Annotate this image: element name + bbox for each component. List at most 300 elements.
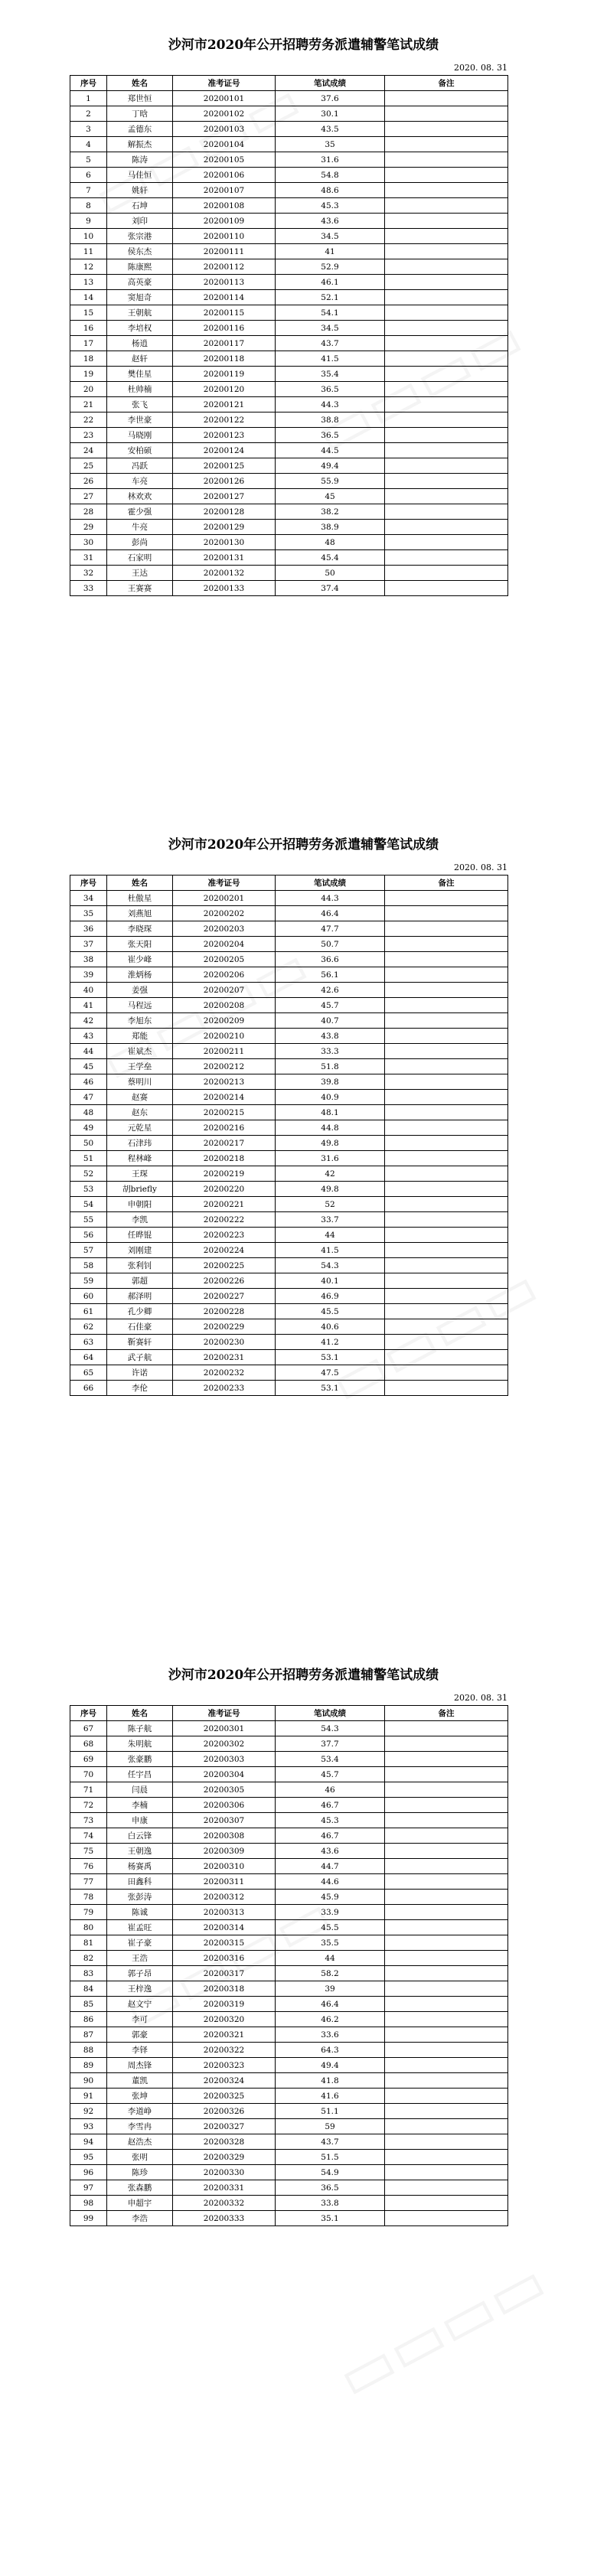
cell-score: 47.5 [276,1365,385,1381]
cell-index: 62 [70,1319,107,1335]
cell-remark [385,1905,508,1920]
cell-name: 牛亮 [107,520,173,535]
cell-exam-id: 20200229 [173,1319,276,1335]
table-row [70,1350,508,1365]
cell-remark [385,122,508,137]
cell-name: 郭豪 [107,2027,173,2043]
cell-remark [385,2043,508,2058]
cell-index: 43 [70,1029,107,1044]
header-score: 笔试成绩 [276,1706,385,1721]
cell-name: 张坤 [107,2089,173,2104]
cell-index: 86 [70,2012,107,2027]
header-remark: 备注 [385,1706,508,1721]
cell-remark [385,275,508,290]
cell-exam-id: 20200209 [173,1013,276,1029]
cell-name: 张森鹏 [107,2180,173,2196]
table-header-row [70,876,508,891]
cell-exam-id: 20200302 [173,1736,276,1752]
table-row [70,1029,508,1044]
cell-score: 46 [276,1782,385,1798]
cell-exam-id: 20200212 [173,1059,276,1074]
cell-score: 56.1 [276,967,385,983]
table-row [70,2073,508,2089]
cell-exam-id: 20200101 [173,91,276,106]
cell-name: 朱明航 [107,1736,173,1752]
cell-index: 93 [70,2119,107,2134]
cell-name: 崔少峰 [107,952,173,967]
cell-score: 44.3 [276,891,385,906]
cell-exam-id: 20200318 [173,1981,276,1997]
cell-score: 49.8 [276,1136,385,1151]
cell-index: 79 [70,1905,107,1920]
table-row [70,1951,508,1966]
cell-remark [385,1304,508,1319]
cell-exam-id: 20200222 [173,1212,276,1228]
cell-remark [385,1381,508,1396]
cell-exam-id: 20200225 [173,1258,276,1273]
cell-exam-id: 20200218 [173,1151,276,1166]
cell-remark [385,520,508,535]
cell-index: 31 [70,550,107,566]
cell-index: 24 [70,443,107,458]
cell-index: 65 [70,1365,107,1381]
table-row [70,2043,508,2058]
cell-remark [385,1981,508,1997]
cell-score: 45.4 [276,550,385,566]
cell-name: 樊佳星 [107,367,173,382]
table-row [70,566,508,581]
cell-name: 石佳豪 [107,1319,173,1335]
cell-name: 杨赛禹 [107,1859,173,1874]
cell-score: 37.4 [276,581,385,596]
table-row [70,535,508,550]
cell-exam-id: 20200202 [173,906,276,921]
watermark [326,2247,558,2414]
table-row [70,1874,508,1890]
cell-remark [385,229,508,244]
cell-name: 靳赛轩 [107,1335,173,1350]
cell-index: 97 [70,2180,107,2196]
cell-remark [385,259,508,275]
cell-index: 64 [70,1350,107,1365]
table-row [70,1335,508,1350]
cell-name: 李雪冉 [107,2119,173,2134]
cell-exam-id: 20200312 [173,1890,276,1905]
cell-name: 丁晗 [107,106,173,122]
cell-name: 郑能 [107,1029,173,1044]
cell-index: 36 [70,921,107,937]
cell-exam-id: 20200332 [173,2196,276,2211]
cell-exam-id: 20200314 [173,1920,276,1935]
table-row [70,1304,508,1319]
table-row [70,1120,508,1136]
cell-index: 75 [70,1844,107,1859]
cell-remark [385,1013,508,1029]
cell-exam-id: 20200205 [173,952,276,967]
table-row [70,1721,508,1736]
page-title: 沙河市2020年公开招聘劳务派遣辅警笔试成绩 [168,37,439,53]
table-row [70,1981,508,1997]
cell-remark [385,198,508,214]
cell-name: 陈康熙 [107,259,173,275]
cell-index: 47 [70,1090,107,1105]
cell-exam-id: 20200111 [173,244,276,259]
cell-exam-id: 20200103 [173,122,276,137]
cell-index: 37 [70,937,107,952]
cell-index: 10 [70,229,107,244]
cell-remark [385,91,508,106]
cell-remark [385,1289,508,1304]
cell-index: 30 [70,535,107,550]
table-row [70,336,508,351]
cell-name: 李旭东 [107,1013,173,1029]
cell-index: 5 [70,152,107,168]
cell-index: 63 [70,1335,107,1350]
cell-remark [385,1874,508,1890]
cell-name: 赵东 [107,1105,173,1120]
table-row [70,1013,508,1029]
cell-remark [385,458,508,474]
cell-index: 17 [70,336,107,351]
score-table [70,75,508,596]
cell-exam-id: 20200321 [173,2027,276,2043]
cell-index: 35 [70,906,107,921]
cell-score: 49.8 [276,1182,385,1197]
cell-index: 39 [70,967,107,983]
cell-score: 38.9 [276,520,385,535]
cell-index: 60 [70,1289,107,1304]
cell-name: 李楠 [107,1798,173,1813]
cell-name: 窦旭奇 [107,290,173,305]
cell-name: 郭子昂 [107,1966,173,1981]
cell-exam-id: 20200322 [173,2043,276,2058]
table-row [70,1044,508,1059]
cell-name: 陈涛 [107,152,173,168]
cell-score: 52.9 [276,259,385,275]
cell-name: 崔子豪 [107,1935,173,1951]
cell-remark [385,428,508,443]
cell-score: 48.1 [276,1105,385,1120]
cell-exam-id: 20200126 [173,474,276,489]
cell-index: 49 [70,1120,107,1136]
table-row [70,2150,508,2165]
cell-remark [385,1997,508,2012]
cell-remark [385,1074,508,1090]
table-row [70,1289,508,1304]
cell-index: 34 [70,891,107,906]
table-row [70,1966,508,1981]
cell-score: 35 [276,137,385,152]
table-row [70,2104,508,2119]
cell-name: 张利钊 [107,1258,173,1273]
cell-exam-id: 20200329 [173,2150,276,2165]
cell-score: 64.3 [276,2043,385,2058]
cell-remark [385,305,508,321]
cell-name: 石津玮 [107,1136,173,1151]
page-title: 沙河市2020年公开招聘劳务派遣辅警笔试成绩 [168,837,439,853]
cell-name: 任宇昌 [107,1767,173,1782]
cell-score: 49.4 [276,2058,385,2073]
cell-remark [385,2012,508,2027]
cell-name: 申康 [107,1813,173,1828]
cell-index: 66 [70,1381,107,1396]
cell-name: 侯东杰 [107,244,173,259]
cell-index: 98 [70,2196,107,2211]
cell-score: 55.9 [276,474,385,489]
cell-remark [385,214,508,229]
cell-remark [385,1105,508,1120]
cell-exam-id: 20200124 [173,443,276,458]
cell-index: 28 [70,504,107,520]
table-row [70,2119,508,2134]
cell-score: 41.8 [276,2073,385,2089]
cell-index: 70 [70,1767,107,1782]
cell-name: 李培权 [107,321,173,336]
table-row [70,1365,508,1381]
table-row [70,91,508,106]
cell-score: 48 [276,535,385,550]
cell-score: 37.6 [276,91,385,106]
cell-remark [385,983,508,998]
cell-remark [385,106,508,122]
cell-score: 44 [276,1228,385,1243]
cell-remark [385,367,508,382]
cell-name: 元乾星 [107,1120,173,1136]
cell-index: 46 [70,1074,107,1090]
cell-index: 85 [70,1997,107,2012]
cell-name: 郭超 [107,1273,173,1289]
cell-score: 40.1 [276,1273,385,1289]
cell-remark [385,1228,508,1243]
cell-exam-id: 20200214 [173,1090,276,1105]
header-index: 序号 [70,1706,107,1721]
cell-remark [385,550,508,566]
cell-index: 26 [70,474,107,489]
cell-score: 35.1 [276,2211,385,2226]
cell-score: 53.1 [276,1381,385,1396]
cell-score: 46.9 [276,1289,385,1304]
table-row [70,1752,508,1767]
cell-name: 蔡明川 [107,1074,173,1090]
cell-exam-id: 20200104 [173,137,276,152]
table-row [70,2180,508,2196]
table-row [70,520,508,535]
header-index: 序号 [70,876,107,891]
header-name: 姓名 [107,1706,173,1721]
cell-name: 李道峥 [107,2104,173,2119]
cell-remark [385,1151,508,1166]
cell-exam-id: 20200313 [173,1905,276,1920]
cell-remark [385,1243,508,1258]
table-row [70,952,508,967]
cell-score: 45.7 [276,1767,385,1782]
cell-remark [385,921,508,937]
table-row [70,1319,508,1335]
cell-score: 48.6 [276,183,385,198]
cell-index: 45 [70,1059,107,1074]
table-row [70,259,508,275]
cell-name: 杜傲星 [107,891,173,906]
cell-remark [385,489,508,504]
table-row [70,152,508,168]
cell-name: 杨逍 [107,336,173,351]
cell-score: 45.3 [276,1813,385,1828]
cell-index: 9 [70,214,107,229]
cell-score: 43.8 [276,1029,385,1044]
cell-score: 50.7 [276,937,385,952]
cell-exam-id: 20200114 [173,290,276,305]
cell-name: 石坤 [107,198,173,214]
cell-exam-id: 20200206 [173,967,276,983]
cell-remark [385,1782,508,1798]
cell-name: 李凯 [107,1212,173,1228]
cell-index: 48 [70,1105,107,1120]
cell-exam-id: 20200131 [173,550,276,566]
table-row [70,168,508,183]
cell-index: 84 [70,1981,107,1997]
cell-index: 72 [70,1798,107,1813]
table-row [70,489,508,504]
table-row [70,2196,508,2211]
cell-index: 89 [70,2058,107,2073]
cell-remark [385,382,508,397]
cell-score: 33.6 [276,2027,385,2043]
cell-exam-id: 20200315 [173,1935,276,1951]
cell-name: 郑世恒 [107,91,173,106]
cell-exam-id: 20200125 [173,458,276,474]
cell-remark [385,351,508,367]
cell-name: 程林峰 [107,1151,173,1166]
table-row [70,1828,508,1844]
cell-remark [385,443,508,458]
cell-remark [385,336,508,351]
table-row [70,1136,508,1151]
cell-exam-id: 20200118 [173,351,276,367]
table-row [70,1767,508,1782]
cell-score: 44.3 [276,397,385,412]
table-row [70,2012,508,2027]
cell-name: 姜强 [107,983,173,998]
cell-remark [385,2027,508,2043]
table-row [70,1844,508,1859]
cell-name: 申超宇 [107,2196,173,2211]
cell-index: 23 [70,428,107,443]
cell-remark [385,2119,508,2134]
cell-index: 76 [70,1859,107,1874]
cell-index: 13 [70,275,107,290]
cell-exam-id: 20200128 [173,504,276,520]
cell-remark [385,1798,508,1813]
cell-score: 59 [276,2119,385,2134]
cell-remark [385,2165,508,2180]
cell-index: 59 [70,1273,107,1289]
cell-index: 32 [70,566,107,581]
cell-name: 武子航 [107,1350,173,1365]
cell-name: 马程远 [107,998,173,1013]
cell-index: 67 [70,1721,107,1736]
cell-index: 80 [70,1920,107,1935]
cell-remark [385,1273,508,1289]
score-table [70,875,508,1396]
cell-exam-id: 20200224 [173,1243,276,1258]
cell-index: 99 [70,2211,107,2226]
table-row [70,1243,508,1258]
cell-exam-id: 20200220 [173,1182,276,1197]
cell-remark [385,2058,508,2073]
table-row [70,891,508,906]
cell-index: 6 [70,168,107,183]
cell-exam-id: 20200208 [173,998,276,1013]
cell-score: 41.6 [276,2089,385,2104]
header-exam-id: 准考证号 [173,76,276,91]
table-row [70,321,508,336]
table-row [70,214,508,229]
cell-exam-id: 20200211 [173,1044,276,1059]
cell-name: 王达 [107,566,173,581]
cell-index: 87 [70,2027,107,2043]
cell-score: 41.2 [276,1335,385,1350]
table-row [70,581,508,596]
report-date: 2020. 08. 31 [454,1693,507,1703]
cell-exam-id: 20200223 [173,1228,276,1243]
table-row [70,906,508,921]
cell-index: 68 [70,1736,107,1752]
table-row [70,1905,508,1920]
cell-remark [385,1365,508,1381]
cell-index: 19 [70,367,107,382]
cell-name: 王浩 [107,1951,173,1966]
cell-index: 40 [70,983,107,998]
table-row [70,137,508,152]
table-row [70,443,508,458]
cell-exam-id: 20200115 [173,305,276,321]
cell-score: 54.8 [276,168,385,183]
cell-score: 45.3 [276,198,385,214]
table-row [70,550,508,566]
cell-name: 马佳恒 [107,168,173,183]
cell-remark [385,2150,508,2165]
table-row [70,1782,508,1798]
cell-remark [385,2211,508,2226]
table-row [70,1258,508,1273]
header-index: 序号 [70,76,107,91]
cell-remark [385,2104,508,2119]
table-row [70,229,508,244]
cell-score: 37.7 [276,1736,385,1752]
cell-exam-id: 20200105 [173,152,276,168]
cell-exam-id: 20200232 [173,1365,276,1381]
cell-name: 闫晨 [107,1782,173,1798]
cell-score: 51.8 [276,1059,385,1074]
cell-name: 陈诚 [107,1905,173,1920]
cell-score: 46.4 [276,1997,385,2012]
cell-index: 54 [70,1197,107,1212]
cell-name: 李世豪 [107,412,173,428]
table-row [70,983,508,998]
cell-exam-id: 20200107 [173,183,276,198]
cell-remark [385,1059,508,1074]
cell-name: 张天阳 [107,937,173,952]
cell-name: 王学垒 [107,1059,173,1074]
cell-exam-id: 20200306 [173,1798,276,1813]
cell-exam-id: 20200324 [173,2073,276,2089]
cell-score: 30.1 [276,106,385,122]
cell-exam-id: 20200316 [173,1951,276,1966]
cell-exam-id: 20200311 [173,1874,276,1890]
cell-exam-id: 20200323 [173,2058,276,2073]
cell-exam-id: 20200301 [173,1721,276,1736]
cell-score: 52.1 [276,290,385,305]
